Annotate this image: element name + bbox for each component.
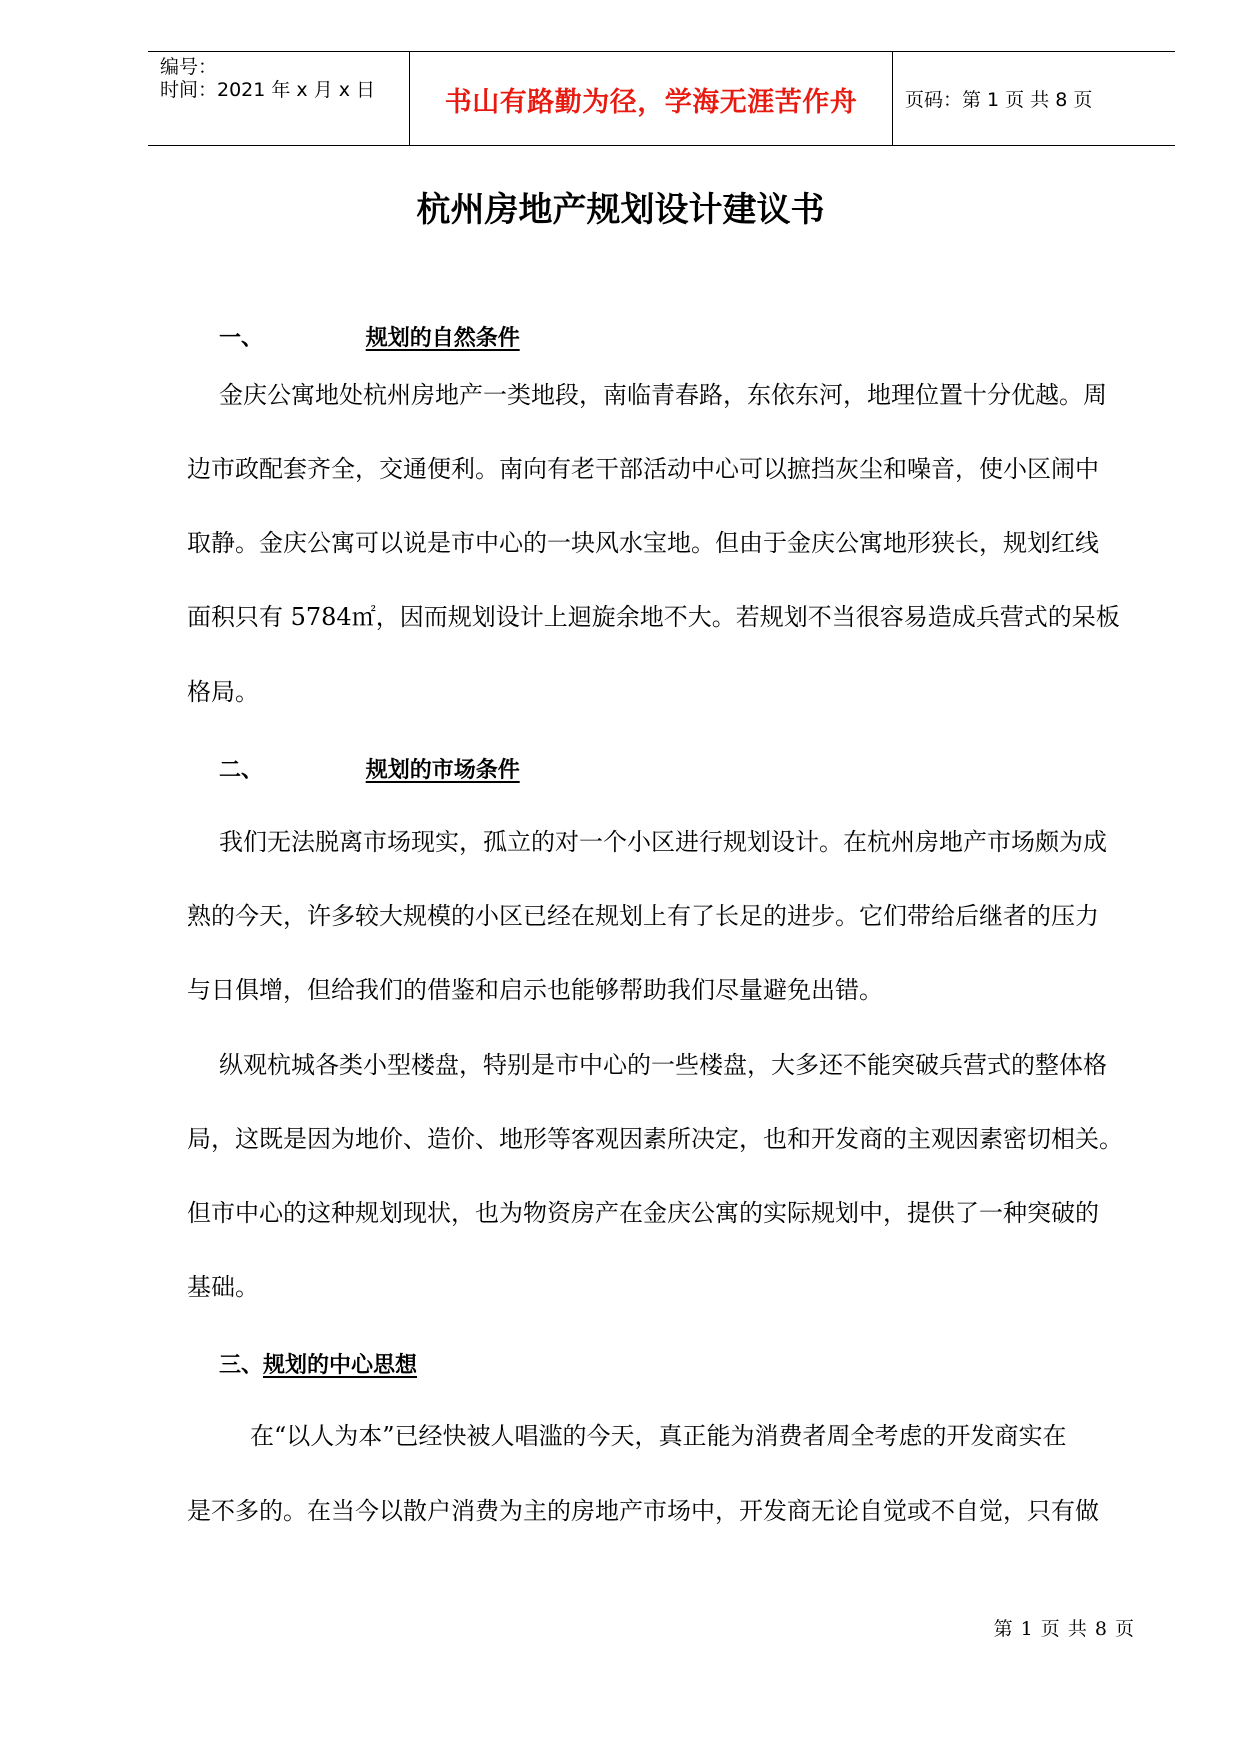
- paragraph-line: 格局。: [187, 678, 259, 706]
- paragraph-line: 边市政配套齐全，交通便利。南向有老干部活动中心可以摭挡灰尘和噪音，使小区闹中: [187, 455, 1099, 483]
- section-heading-3: [219, 1350, 417, 1380]
- time-label: 时间：2021 年 x 月 x 日: [160, 79, 376, 101]
- header-page-cell: [893, 52, 1175, 145]
- paragraph-line: 我们无法脱离市场现实，孤立的对一个小区进行规划设计。在杭州房地产市场颇为成: [219, 828, 1107, 856]
- document-title: 杭州房地产规划设计建议书: [416, 190, 825, 230]
- paragraph-line: 纵观杭城各类小型楼盘，特别是市中心的一些楼盘，大多还不能突破兵营式的整体格: [219, 1051, 1107, 1079]
- paragraph-line: 但市中心的这种规划现状，也为物资房产在金庆公寓的实际规划中，提供了一种突破的: [187, 1199, 1099, 1227]
- paragraph-line: 金庆公寓地处杭州房地产一类地段，南临青春路，东依东河，地理位置十分优越。周: [219, 381, 1107, 409]
- section-title: 规划的中心思想: [263, 1352, 418, 1378]
- paragraph-line: 与日俱增，但给我们的借鉴和启示也能够帮助我们尽量避免出错。: [187, 976, 883, 1004]
- page-footer: 第 1 页 共 8 页: [993, 1618, 1135, 1640]
- section-number: 一、: [219, 325, 264, 351]
- number-label: 编号：: [160, 56, 218, 78]
- section-number: 三、: [219, 1352, 264, 1378]
- paragraph-line: 局，这既是因为地价、造价、地形等客观因素所决定，也和开发商的主观因素密切相关。: [187, 1125, 1123, 1153]
- paragraph-line: 面积只有 5784㎡，因而规划设计上迴旋余地不大。若规划不当很容易造成兵营式的呆板: [187, 603, 1120, 631]
- paragraph-line: 是不多的。在当今以散户消费为主的房地产市场中，开发商无论自觉或不自觉，只有做: [187, 1497, 1099, 1525]
- section-title: 规划的市场条件: [365, 757, 520, 783]
- paragraph-line: 熟的今天，许多较大规模的小区已经在规划上有了长足的进步。它们带给后继者的压力: [187, 902, 1099, 930]
- header-meta-cell: [148, 52, 410, 145]
- header-motto-cell: [410, 52, 893, 145]
- section-number: 二、: [219, 757, 264, 783]
- motto-text: 书山有路勤为径，学海无涯苦作舟: [444, 87, 858, 118]
- page-header: [148, 51, 1175, 146]
- page-info: 页码：第 1 页 共 8 页: [905, 89, 1093, 111]
- section-heading-2: [219, 755, 520, 785]
- paragraph-line: 基础。: [187, 1273, 259, 1301]
- section-title: 规划的自然条件: [365, 325, 520, 351]
- paragraph-line: 在“以人为本”已经快被人唱滥的今天，真正能为消费者周全考虑的开发商实在: [250, 1422, 1067, 1450]
- section-heading-1: [219, 323, 520, 353]
- paragraph-line: 取静。金庆公寓可以说是市中心的一块风水宝地。但由于金庆公寓地形狭长，规划红线: [187, 529, 1099, 557]
